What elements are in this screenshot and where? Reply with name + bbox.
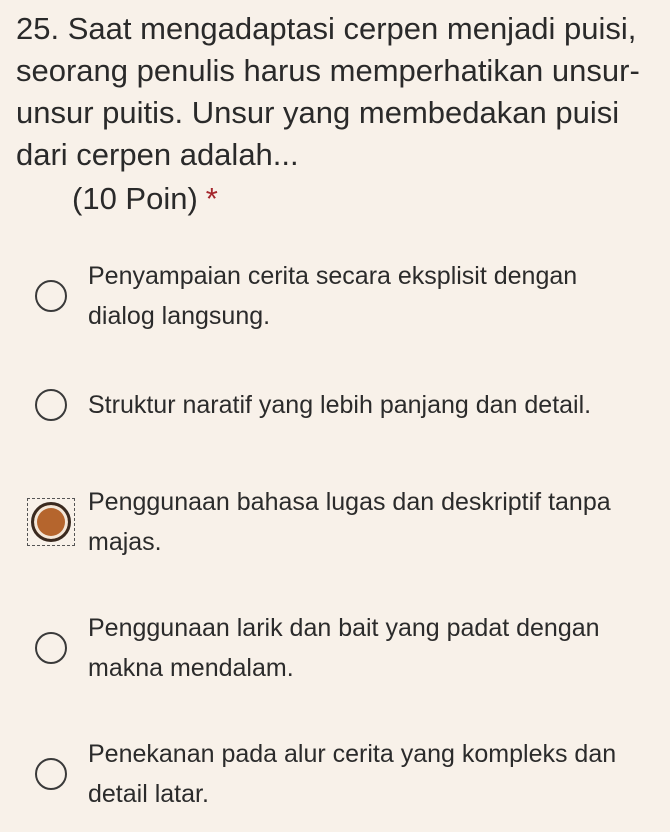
answer-option-4[interactable]: [30, 608, 650, 688]
answer-option-3[interactable]: [30, 482, 650, 562]
radio-button-5[interactable]: [30, 753, 72, 795]
answer-option-label: Penyampaian cerita secara eksplisit dengan dialog langsung.: [88, 262, 578, 330]
answer-option-label: Penggunaan bahasa lugas dan deskriptif tanpa majas.: [88, 488, 611, 556]
radio-button-4[interactable]: [30, 627, 72, 669]
answer-option-2[interactable]: [30, 384, 650, 426]
focus-outline: [27, 498, 75, 546]
question-points-line: [72, 178, 218, 220]
radio-circle-icon: [35, 389, 67, 421]
radio-circle-icon: [35, 280, 67, 312]
required-mark: *: [205, 181, 218, 216]
question-points: (10 Poin): [72, 181, 198, 216]
answer-option-label: Struktur naratif yang lebih panjang dan detail.: [88, 391, 592, 419]
question-text: Saat mengadaptasi cerpen menjadi puisi, seorang penulis harus memperhatikan unsur-unsur puitis. Unsur yang membedakan puisi dari cerpen adalah...: [16, 11, 640, 172]
radio-circle-icon: [35, 632, 67, 664]
radio-button-3[interactable]: [30, 501, 72, 543]
answer-option-label: Penggunaan larik dan bait yang padat dengan makna mendalam.: [88, 614, 600, 682]
radio-button-1[interactable]: [30, 275, 72, 317]
question-number: 25.: [16, 11, 60, 46]
answer-option-1[interactable]: [30, 256, 650, 336]
radio-circle-icon: [35, 758, 67, 790]
question-title: [16, 8, 661, 176]
answer-option-label: Penekanan pada alur cerita yang kompleks dan detail latar.: [88, 740, 617, 808]
answer-option-5[interactable]: [30, 734, 650, 814]
radio-button-2[interactable]: [30, 384, 72, 426]
